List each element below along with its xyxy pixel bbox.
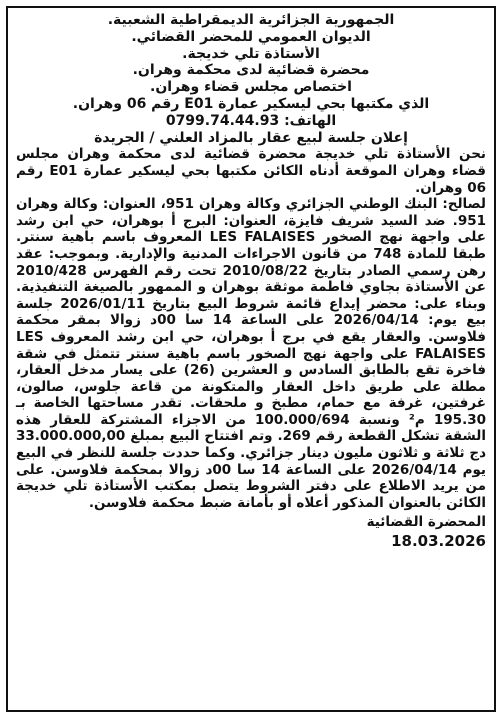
notice-body: لصالح: البنك الوطني الجزائري وكالة وهران 951، العنوان: وكالة وهران 951. ضد السيد شريف فايزة، العنوان: البرج أ بوهران، حي ابن رشد على واجهة نهج الصخور LES FALAISES المعروف باسم باهية سنتر. طبقا للمادة 748 من قانون الاجراءات المدنية والإدارية. وبموجب: عقد رهن رسمي الصادر بتاريخ 2010/08/22 تحت رقم الفهرس 2010/428 عن الأستاذة بجاوي فاطمة موثقة بوهران و الممهور بالصيغة التنفيذية. وبناء على: محضر إيداع قائمة شروط البيع بتاريخ 2026/01/11 جلسة بيع يوم: 2026/04/14 على الساعة 14 سا 00د زوالا بمقر محكمة فلاوسن. والعقار يقع في برج أ بوهران، حي ابن رشد المعروف LES FALAISES على واجهة نهج الصخور باسم باهية سنتر تتمثل في شقة فاخرة تقع بالطابق السادس و العشرين (26) على يسار مدخل العقار، مطلة على طريق داخل العقار والمتكونة من قاعة جلوس، صالون، غرفتين، غرفة مع حمام، مطبخ و ملحقات. تقدر مساحتها الخاصة بـ 195.30 م² ونسبة 100.000/694 من الاجزاء المشتركة للعقار هذه الشقة تشكل القطعة رقم 269. وتم افتتاح البيع بمبلغ 33.000.000,00 دج ثلاثة و ثلاثون مليون دينار جزائري. وكما حددت جلسة للنظر في البيع يوم 2026/04/14 على الساعة 14 سا 00د زوالا بمحكمة فلاوسن. على من يريد الاطلاع على دفتر الشروط يتصل بمكتب الأستاذة تلي خديجة الكائن بالعنوان المذكور أعلاه أو بأمانة ضبط محكمة فلاوسن. [16, 196, 487, 511]
notice-title: إعلان جلسة لبيع عقار بالمزاد العلني / الجريدة [94, 129, 408, 146]
office-line: الديوان العمومي للمحضر القضائي. [131, 28, 371, 45]
office-address: الذي مكتبها بحي ليسكير عمارة E01 رقم 06 وهران. [72, 95, 430, 112]
country-line: الجمهورية الجزائرية الديمقراطية الشعبية. [107, 12, 395, 28]
letterhead [16, 12, 486, 130]
bailiff-name: الأستاذة تلي خديجة. [182, 45, 320, 62]
bailiff-role: محضرة قضائية لدى محكمة وهران. [132, 62, 370, 79]
phone-line: الهاتف: 0799.74.44.93 [165, 112, 337, 129]
signature-date-wrap [16, 531, 486, 550]
notice-intro: نحن الأستاذة تلي خديجة محضرة قضائية لدى محكمة وهران مجلس قضاء وهران الموقعة أدناه الكائن مكتبها بحي ليسكير عمارة E01 رقم 06 وهران. [16, 146, 486, 196]
signature-date: 18.03.2026 [391, 532, 486, 551]
jurisdiction-line: اختصاص مجلس قضاء وهران. [150, 79, 352, 96]
signature-label: المحضرة القضائية [366, 514, 486, 531]
notice-title-block [16, 130, 486, 147]
notice-frame [6, 6, 496, 712]
